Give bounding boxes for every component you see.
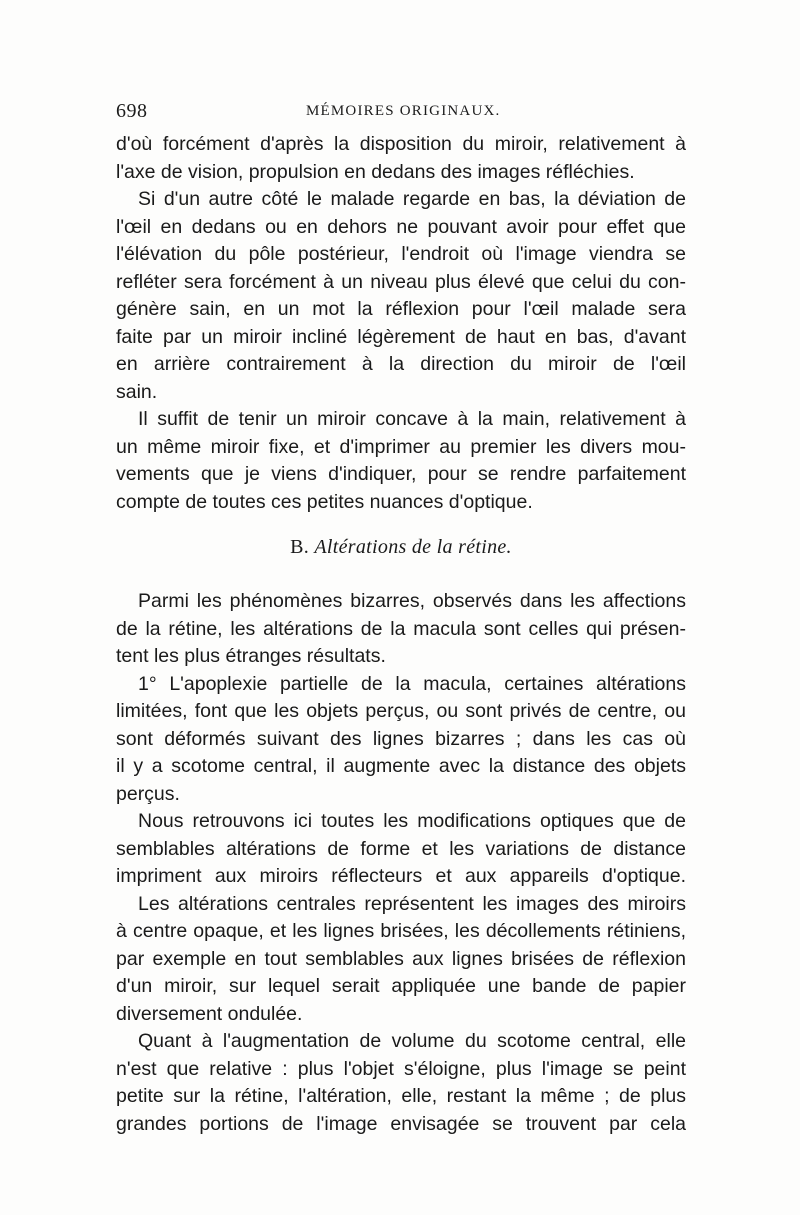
text-line: vements que je viens d'indiquer, pour se rendre parfaitement [116, 463, 686, 485]
text-line: de la rétine, les altérations de la macula sont celles qui présen- [116, 617, 686, 640]
section-letter: B. [290, 536, 310, 558]
paragraph-2 [116, 186, 686, 406]
text-line: génère sain, en un mot la réflexion pour l'œil malade sera [116, 298, 686, 320]
text-line: il y a scotome central, il augmente avec la distance des objets [116, 755, 686, 777]
text-line: faite par un miroir incliné légèrement de haut en bas, d'avant [116, 325, 686, 348]
paragraph-1 [116, 131, 686, 186]
text-line: l'œil en dedans ou en dehors ne pouvant avoir pour effet que [116, 215, 686, 238]
text-line: limitées, font que les objets perçus, ou sont privés de centre, ou [116, 700, 686, 722]
text-line: l'élévation du pôle postérieur, l'endroit où l'image viendra se [116, 243, 686, 265]
text-line: un même miroir fixe, et d'imprimer au premier les divers mou- [116, 435, 686, 458]
text-line: Quant à l'augmentation de volume du scotome central, elle [138, 1030, 686, 1052]
text-line: perçus. [116, 782, 180, 805]
text-line: Parmi les phénomènes bizarres, observés dans les affections [138, 590, 686, 612]
paragraph-7 [116, 891, 686, 1029]
text-line: Si d'un autre côté le malade regarde en bas, la déviation de [138, 188, 686, 210]
text-line: d'un miroir, sur lequel serait appliquée une bande de papier [116, 975, 686, 997]
text-line: Les altérations centrales représentent les images des miroirs [138, 892, 686, 915]
section-heading [116, 534, 686, 564]
section-title: Altérations de la rétine. [314, 536, 512, 558]
text-line: petite sur la rétine, l'altération, elle, restant la même ; de plus [116, 1085, 686, 1107]
text-line: à centre opaque, et les lignes brisées, les décollements rétiniens, [116, 920, 686, 942]
paragraph-4 [116, 588, 686, 671]
text-line: semblables altérations de forme et les variations de distance [116, 837, 686, 860]
text-line: grandes portions de l'image envisagée se trouvent par cela [116, 1112, 686, 1135]
text-line: Il suffit de tenir un miroir concave à la main, relativement à [138, 408, 686, 430]
text-line: 1° L'apoplexie partielle de la macula, certaines altérations [138, 672, 686, 695]
text-line: Nous retrouvons ici toutes les modifications optiques que de [138, 810, 686, 832]
text-line: en arrière contrairement à la direction du miroir de l'œil [116, 353, 686, 375]
paragraph-5 [116, 671, 686, 809]
text-line: l'axe de vision, propulsion en dedans des images réfléchies. [116, 160, 635, 183]
paragraph-3 [116, 406, 686, 516]
page-header [116, 100, 686, 128]
text-line: par exemple en tout semblables aux lignes brisées de réflexion [116, 947, 686, 970]
text-line: sont déformés suivant des lignes bizarres ; dans les cas où [116, 727, 686, 750]
text-line: refléter sera forcément à un niveau plus élevé que celui du con- [116, 270, 686, 293]
text-line: diversement ondulée. [116, 1002, 303, 1025]
text-line: impriment aux miroirs réflecteurs et aux appareils d'optique. [116, 865, 686, 887]
running-title: MÉMOIRES ORIGINAUX. [306, 103, 501, 119]
paragraph-6 [116, 808, 686, 891]
text-line: compte de toutes ces petites nuances d'optique. [116, 490, 533, 513]
text-line: d'où forcément d'après la disposition du miroir, relativement à [116, 133, 686, 155]
text-line: sain. [116, 380, 158, 403]
text-line: tent les plus étranges résultats. [116, 645, 386, 667]
body-text [116, 131, 686, 1138]
paragraph-8 [116, 1028, 686, 1138]
page-number: 698 [116, 100, 148, 122]
text-line: n'est que relative : plus l'objet s'éloigne, plus l'image se peint [116, 1057, 686, 1080]
